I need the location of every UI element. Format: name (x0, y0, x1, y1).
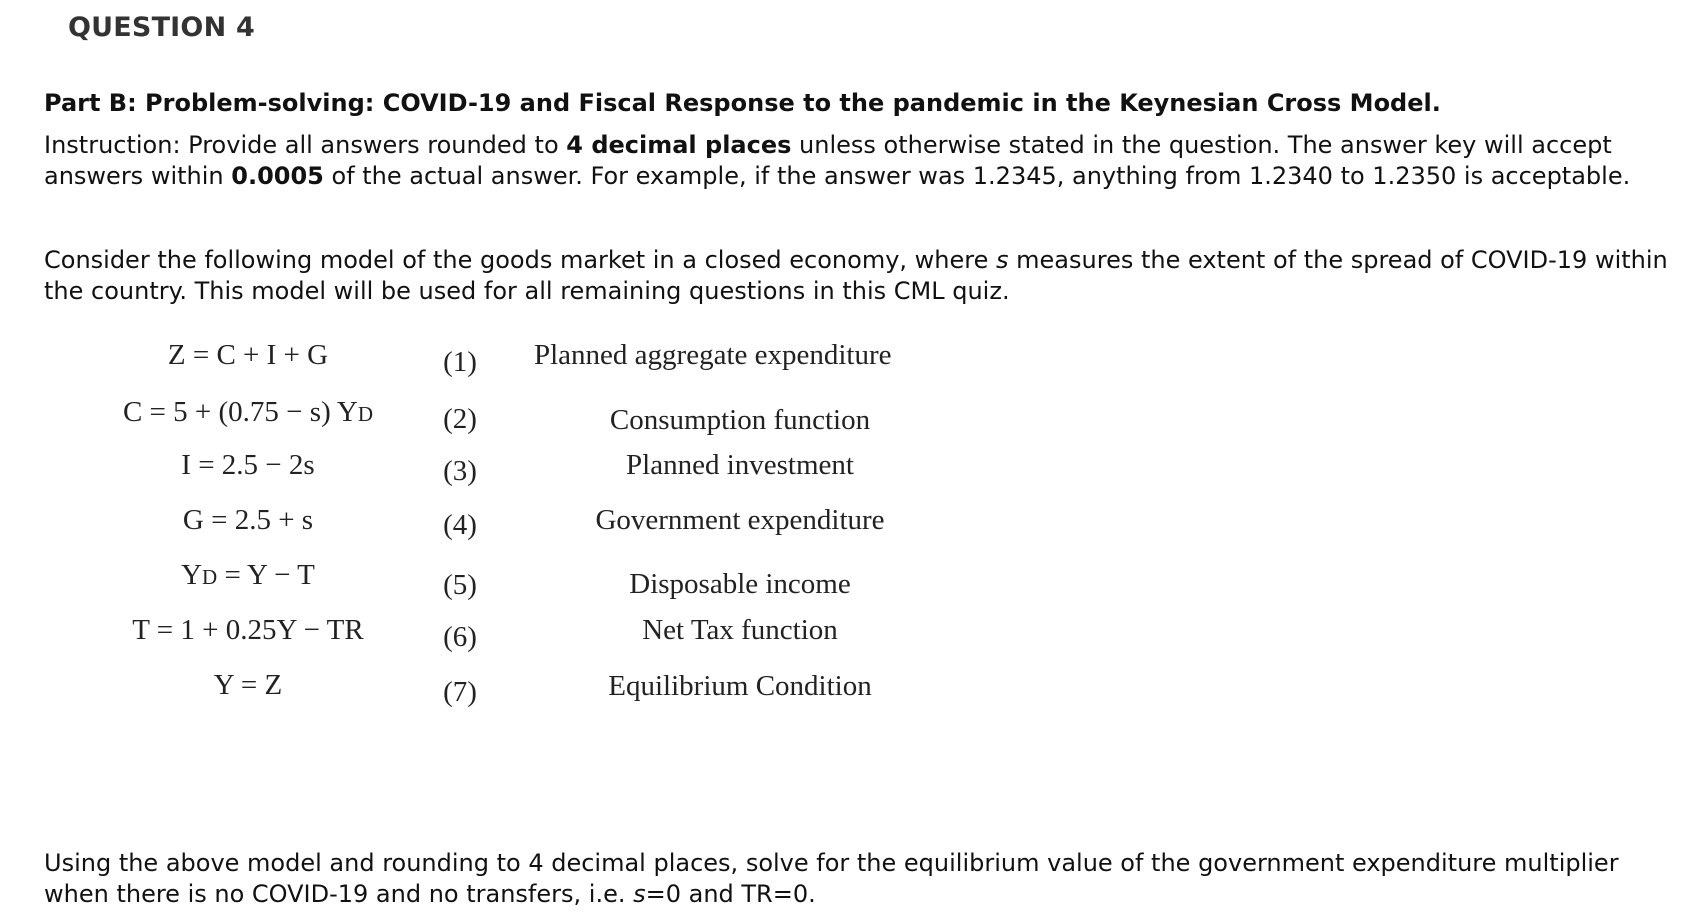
subscript-d: D (357, 402, 374, 426)
equation-3-description: Planned investment (626, 449, 854, 481)
instruction-text: of the actual answer. For example, if the answer was 1.2345, anything from 1.2340 to 1.2350 is acceptable. (323, 162, 1631, 190)
equation-6-lhs: T = 1 + 0.25Y − TR (132, 614, 364, 646)
model-intro-line-2: the country. This model will be used for all remaining questions in this CML quiz. (44, 277, 1010, 305)
equation-2-number: (2) (443, 403, 477, 435)
question-line-2 (44, 879, 1619, 910)
equation-5-lhs (68, 559, 428, 592)
subscript-d: D (202, 565, 218, 589)
variable-s: s (633, 880, 646, 908)
model-intro-text: Consider the following model of the goods market in a closed economy, where (44, 246, 997, 274)
equation-1-description: Planned aggregate expenditure (534, 339, 892, 371)
variable-s: s (996, 246, 1009, 274)
equation-4-description: Government expenditure (595, 504, 885, 536)
instruction-line-1 (44, 130, 1630, 161)
equation-7-lhs: Y = Z (213, 669, 283, 701)
equation-1-lhs: Z = C + I + G (167, 339, 329, 371)
model-intro-text: measures the extent of the spread of COVID-19 within (1008, 246, 1668, 274)
question-label: QUESTION 4 (68, 12, 255, 43)
instruction-paragraph (44, 130, 1630, 192)
equation-6-number: (6) (443, 621, 477, 653)
question-line-1: Using the above model and rounding to 4 decimal places, solve for the equilibrium value of the government expenditure multiplier (44, 849, 1619, 877)
equation-2-description: Consumption function (609, 404, 871, 436)
equation-6-description: Net Tax function (642, 614, 838, 646)
equation-7-description: Equilibrium Condition (608, 670, 872, 702)
decimal-places-emphasis: 4 decimal places (566, 131, 792, 159)
instruction-line-2 (44, 161, 1630, 192)
equation-2-expression: C = 5 + (0.75 − s) Y (122, 396, 358, 428)
equation-5-expression: = Y − T (217, 559, 315, 591)
question-text: when there is no COVID-19 and no transfers, i.e. (44, 880, 634, 908)
equation-1-number: (1) (443, 346, 477, 378)
equation-4-lhs: G = 2.5 + s (182, 504, 314, 536)
model-intro-line-1 (44, 245, 1668, 276)
equation-5-description: Disposable income (629, 568, 851, 600)
instruction-text: answers within (44, 162, 232, 190)
model-intro-paragraph (44, 245, 1668, 307)
question-text: =0 and TR=0. (645, 880, 816, 908)
question-paragraph (44, 848, 1619, 910)
equation-7-number: (7) (443, 676, 477, 708)
equation-3-number: (3) (443, 455, 477, 487)
equation-5-y: Y (181, 559, 203, 591)
part-title: Part B: Problem-solving: COVID-19 and Fiscal Response to the pandemic in the Keynesian Cross Model. (44, 89, 1441, 117)
equation-5-number: (5) (443, 569, 477, 601)
equation-3-lhs: I = 2.5 − 2s (181, 449, 315, 481)
equation-4-number: (4) (443, 509, 477, 541)
equation-2-lhs (68, 396, 428, 429)
tolerance-emphasis: 0.0005 (231, 162, 324, 190)
instruction-text: Instruction: Provide all answers rounded to (44, 131, 567, 159)
instruction-text: unless otherwise stated in the question. The answer key will accept (791, 131, 1612, 159)
